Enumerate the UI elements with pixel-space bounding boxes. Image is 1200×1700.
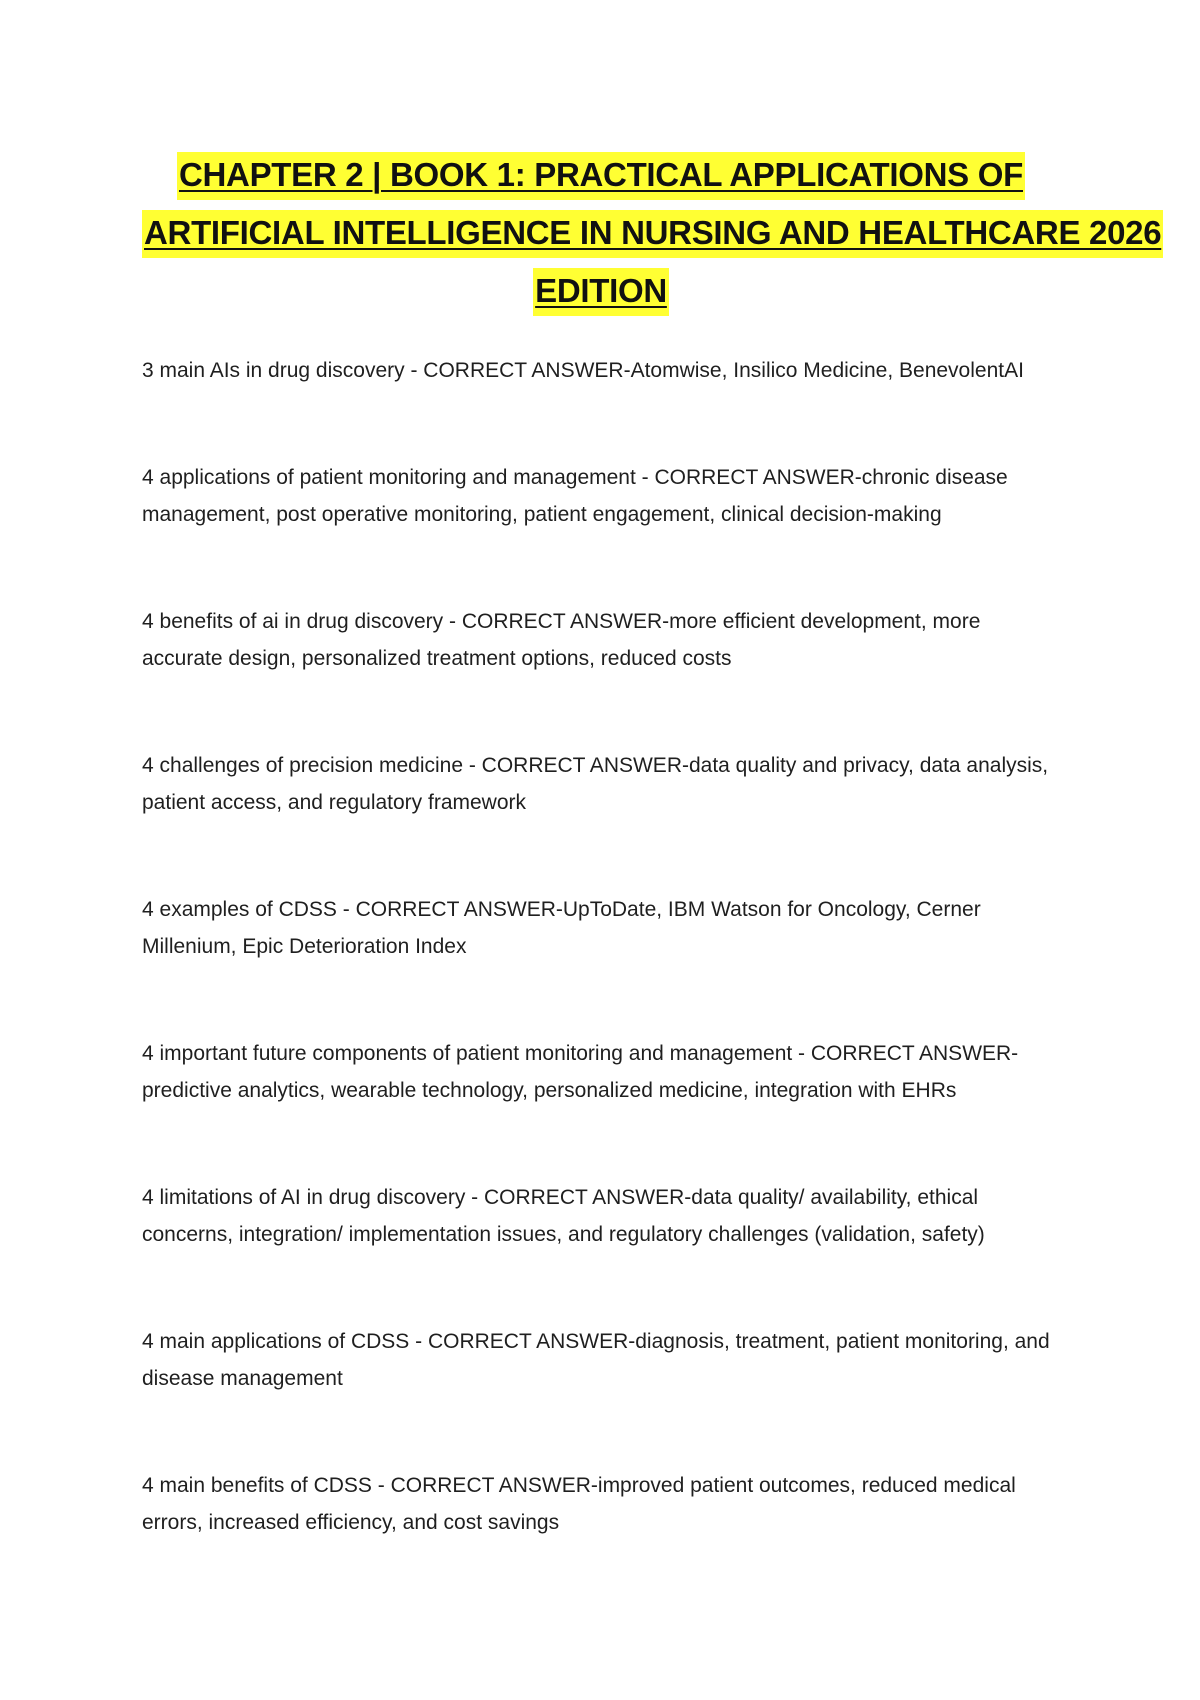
qa-item: 3 main AIs in drug discovery - CORRECT ANSWER-Atomwise, Insilico Medicine, BenevolentAI (142, 359, 1024, 382)
qa-item: 4 applications of patient monitoring and management - CORRECT ANSWER-chronic disease management, post operative monitoring, patient engagement, clinical decision-making (142, 466, 1008, 526)
qa-item: 4 main benefits of CDSS - CORRECT ANSWER-improved patient outcomes, reduced medical errors, increased efficiency, and cost savings (142, 1474, 1016, 1534)
qa-item: 4 main applications of CDSS - CORRECT ANSWER-diagnosis, treatment, patient monitoring, and disease management (142, 1330, 1050, 1390)
title-line-1: CHAPTER 2 | BOOK 1: PRACTICAL APPLICATIONS OF (177, 152, 1025, 200)
title-line-2: ARTIFICIAL INTELLIGENCE IN NURSING AND HEALTHCARE 2026 (142, 210, 1163, 258)
qa-item: 4 examples of CDSS - CORRECT ANSWER-UpToDate, IBM Watson for Oncology, Cerner Millenium, Epic Deterioration Index (142, 898, 981, 958)
qa-item: 4 important future components of patient monitoring and management - CORRECT ANSWER-predictive analytics, wearable technology, personalized medicine, integration with EHRs (142, 1042, 1019, 1102)
document-title (142, 150, 1162, 324)
qa-item: 4 benefits of ai in drug discovery - CORRECT ANSWER-more efficient development, more accurate design, personalized treatment options, reduced costs (142, 610, 981, 670)
qa-item: 4 limitations of AI in drug discovery - CORRECT ANSWER-data quality/ availability, ethical concerns, integration/ implementation issues, and regulatory challenges (validation, safety) (142, 1186, 985, 1246)
qa-list (142, 352, 1060, 1541)
title-line-3: EDITION (533, 268, 669, 316)
qa-item: 4 challenges of precision medicine - CORRECT ANSWER-data quality and privacy, data analysis, patient access, and regulatory framework (142, 754, 1049, 814)
